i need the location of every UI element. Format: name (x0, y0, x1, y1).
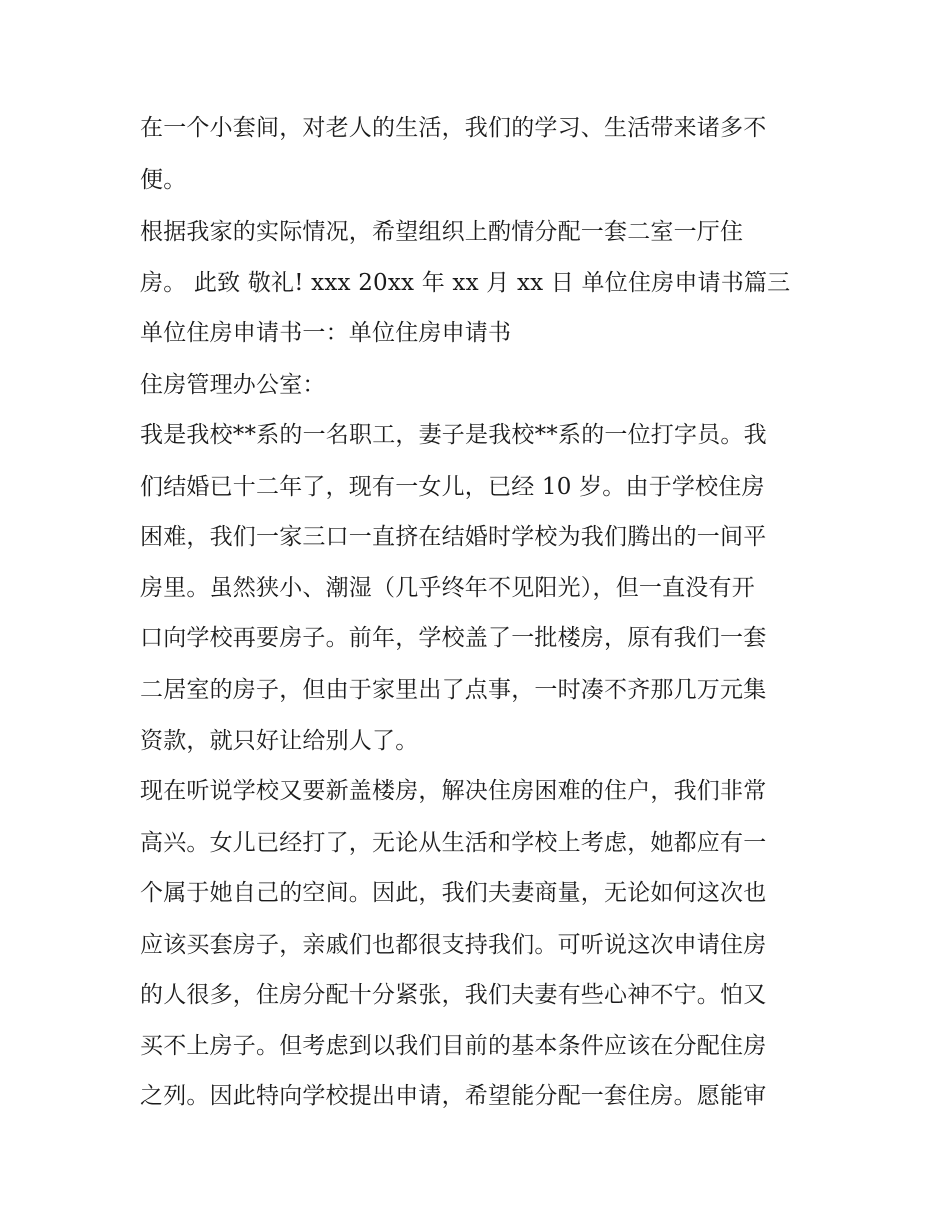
text-line: 资款，就只好让给别人了。 (140, 728, 419, 754)
text-line: 高兴。女儿已经打了，无论从生活和学校上考虑，她都应有一 (140, 830, 767, 856)
text-line: 便。 (140, 167, 187, 193)
text-line: 个属于她自己的空间。因此，我们夫妻商量，无论如何这次也 (140, 880, 767, 906)
text-line: 房。 此致 敬礼! xxx 20xx 年 xx 月 xx 日 单位住房申请书篇三 (140, 270, 791, 296)
text-line: 根据我家的实际情况，希望组织上酌情分配一套二室一厅住 (140, 219, 744, 245)
text-line: 单位住房申请书一：单位住房申请书 (140, 320, 512, 346)
text-line: 口向学校再要房子。前年，学校盖了一批楼房，原有我们一套 (140, 625, 767, 651)
text-line: 的人很多，住房分配十分紧张，我们夫妻有些心神不宁。怕又 (140, 982, 767, 1008)
text-line: 买不上房子。但考虑到以我们目前的基本条件应该在分配住房 (140, 1033, 767, 1059)
text-line: 二居室的房子，但由于家里出了点事，一时凑不齐那几万元集 (140, 677, 767, 703)
text-line: 们结婚已十二年了，现有一女儿，已经 10 岁。由于学校住房 (140, 474, 765, 500)
text-line: 应该买套房子，亲戚们也都很支持我们。可听说这次申请住房 (140, 932, 767, 958)
text-line: 现在听说学校又要新盖楼房，解决住房困难的住户，我们非常 (140, 778, 767, 804)
text-line: 住房管理办公室： (140, 372, 326, 398)
text-line: 困难，我们一家三口一直挤在结婚时学校为我们腾出的一间平 (140, 524, 767, 550)
text-line: 在一个小套间，对老人的生活，我们的学习、生活带来诸多不 (140, 115, 767, 141)
text-line: 我是我校**系的一名职工，妻子是我校**系的一位打字员。我 (140, 422, 767, 448)
text-line: 之列。因此特向学校提出申请，希望能分配一套住房。愿能审 (140, 1083, 767, 1109)
text-line: 房里。虽然狭小、潮湿（几乎终年不见阳光），但一直没有开 (140, 575, 755, 601)
